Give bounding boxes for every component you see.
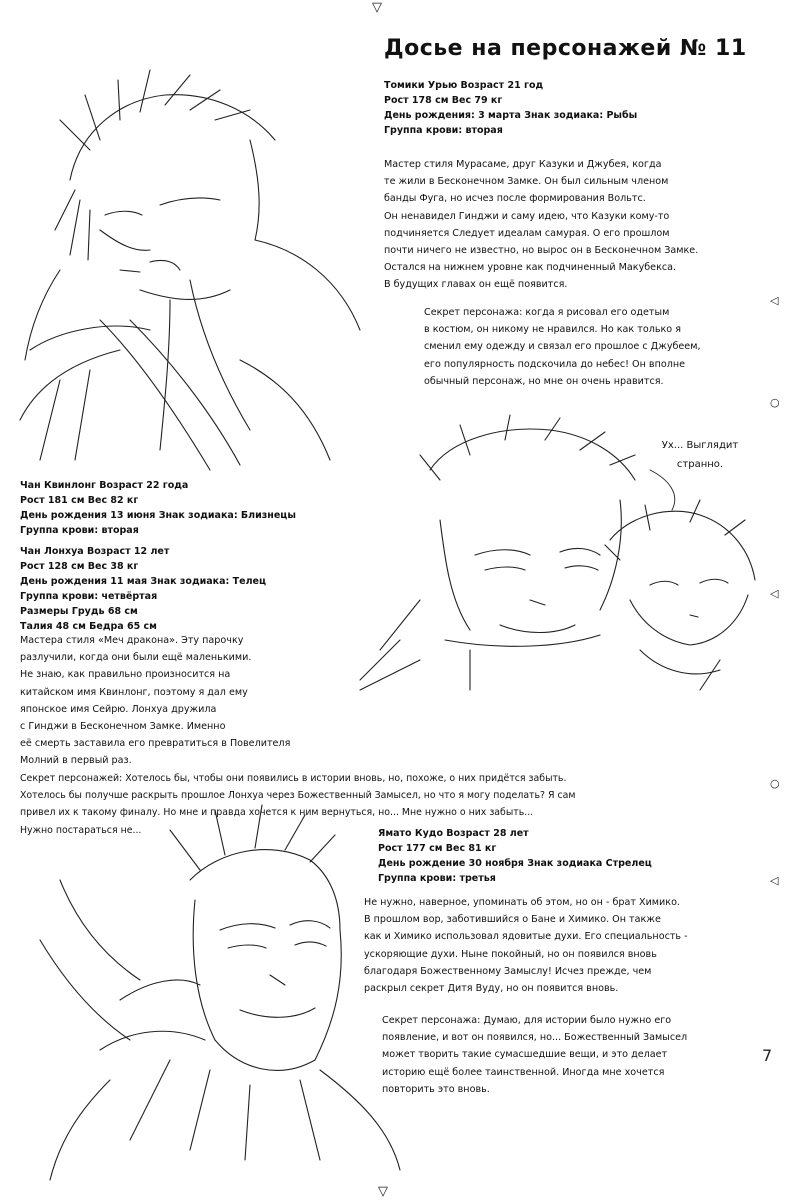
bio-line: благодаря Божественному Замыслу! Исчез прежде, чем (364, 965, 652, 977)
stat-line: Рост 177 см Вес 81 кг (378, 843, 497, 854)
secret-line: в костюм, он никому не нравился. Но как только я (424, 324, 681, 336)
stat-line: Томики Урью Возраст 21 год (384, 80, 544, 91)
character4-stats (378, 826, 652, 886)
stat-line: День рождения 11 мая Знак зодиака: Телец (20, 576, 267, 587)
bio-line: почти ничего не известно, но вырос он в Бесконечном Замке. (384, 244, 699, 256)
bottom-triangle-mark: ▽ (378, 1184, 388, 1199)
secret-line: Секрет персонажа: когда я рисовал его одетым (424, 307, 670, 318)
stat-line: Ямато Кудо Возраст 28 лет (378, 828, 529, 839)
stat-line: Чан Квинлонг Возраст 22 года (20, 480, 189, 491)
stat-line: День рождения 13 июня Знак зодиака: Близнецы (20, 510, 296, 521)
top-triangle-mark: ▽ (372, 0, 382, 15)
right-triangle-mark-3: ◁ (770, 874, 779, 887)
bio-line: Мастера стиля «Меч дракона». Эту парочку (20, 635, 244, 646)
speech-line: Ух... Выглядит (661, 440, 739, 451)
bio-line: японское имя Сейрю. Лонхуа дружила (20, 703, 217, 715)
bio-line: разлучили, когда они были ещё маленькими. (20, 652, 252, 664)
stat-line: Группа крови: вторая (20, 525, 139, 536)
character1-stats (384, 78, 637, 138)
bio-line: банды Фуга, но исчез после формирования Вольтс. (384, 193, 646, 205)
stat-line: Талия 48 см Бедра 65 см (20, 621, 157, 632)
stat-line: День рождение 30 ноября Знак зодиака Стрелец (378, 858, 652, 869)
stat-line: Группа крови: третья (378, 873, 496, 884)
character1-bio (384, 156, 698, 294)
secret-line: появление, и вот он появился, но... Божественный Замысел (382, 1032, 688, 1044)
right-circle-mark-1: ○ (770, 396, 780, 409)
bio-line: Молний в первый раз. (20, 755, 132, 767)
secret-line: Секрет персонажа: Думаю, для истории было нужно его (382, 1015, 672, 1026)
character4-bio (364, 894, 688, 997)
bio-line: В прошлом вор, заботившийся о Бане и Химико. Он также (364, 914, 661, 926)
page-number: 7 (762, 1046, 773, 1065)
secret-line: историю ещё более таинственной. Иногда мне хочется (382, 1066, 665, 1078)
stat-line: Группа крови: вторая (384, 125, 503, 136)
bio-line: Он ненавидел Гинджи и саму идею, что Казуки кому-то (384, 210, 670, 222)
bio-line: с Гинджи в Бесконечном Замке. Именно (20, 720, 226, 732)
character3-bio (20, 632, 290, 770)
bio-line: как и Химико использовал ядовитые духи. Его специальность - (364, 931, 688, 943)
bio-line: В будущих главах он ещё появится. (384, 279, 568, 291)
bio-line: раскрыл секрет Дитя Вуду, но он появится вновь. (364, 982, 619, 994)
secret-line: Хотелось бы получше раскрыть прошлое Лонхуа через Божественный Замысел, но что я могу поделать? Я сам (20, 790, 576, 802)
character2-stats (20, 478, 296, 538)
bio-line: Не нужно, наверное, упоминать об этом, но он - брат Химико. (364, 897, 680, 908)
stat-line: День рождения: 3 марта Знак зодиака: Рыбы (384, 110, 638, 121)
secret-line: обычный персонаж, но мне он очень нравится. (424, 375, 664, 387)
bio-line: ускоряющие духи. Ныне покойный, но он появился вновь (364, 948, 657, 960)
bio-line: китайском имя Квинлонг, поэтому я дал ему (20, 686, 248, 698)
character1-secret (424, 304, 701, 390)
bio-line: те жили в Бесконечном Замке. Он был сильным членом (384, 176, 669, 188)
stat-line: Рост 178 см Вес 79 кг (384, 95, 503, 106)
stat-line: Группа крови: четвёртая (20, 591, 158, 602)
bio-line: Мастер стиля Мурасаме, друг Казуки и Джубея, когда (384, 159, 662, 170)
secret-line: его популярность подскочила до небес! Он вполне (424, 358, 686, 370)
secret-line: повторить это вновь. (382, 1083, 490, 1095)
secret-line: может творить такие сумасшедшие вещи, и это делает (382, 1049, 668, 1061)
right-circle-mark-2: ○ (770, 777, 780, 790)
secret-line: Нужно постараться не... (20, 824, 142, 836)
speech-bubble-outline (650, 470, 675, 510)
bio-line: Не знаю, как правильно произносится на (20, 669, 231, 681)
stat-line: Размеры Грудь 68 см (20, 606, 138, 617)
page-title: Досье на персонажей № 11 (384, 36, 747, 61)
bio-line: Остался на нижнем уровне как подчиненный Макубекса. (384, 262, 677, 274)
speech-bubble (648, 436, 752, 474)
secret-line: сменил ему одежду и связал его прошлое с Джубеем, (424, 341, 701, 353)
stat-line: Рост 181 см Вес 82 кг (20, 495, 139, 506)
bio-line: её смерть заставила его превратиться в Повелителя (20, 738, 291, 750)
secret-line: Секрет персонажей: Хотелось бы, чтобы они появились в истории вновь, но, похоже, о них придётся забыть. (20, 773, 567, 784)
portrait-yamato-kudo (40, 805, 400, 1180)
speech-line: странно. (676, 459, 724, 470)
stat-line: Рост 128 см Вес 38 кг (20, 561, 139, 572)
character4-secret (382, 1012, 687, 1098)
character3-stats (20, 544, 266, 634)
stat-line: Чан Лонхуа Возраст 12 лет (20, 546, 170, 557)
right-triangle-mark-1: ◁ (770, 294, 779, 307)
bio-line: подчиняется Следует идеалам самурая. О его прошлом (384, 227, 670, 239)
secret-line: привел их к такому финалу. Но мне и правда хочется к ним вернуться, но... Мне нужно о них забыть... (20, 807, 534, 819)
right-triangle-mark-2: ◁ (770, 587, 779, 600)
portrait-tomiki-uryu (20, 70, 360, 470)
